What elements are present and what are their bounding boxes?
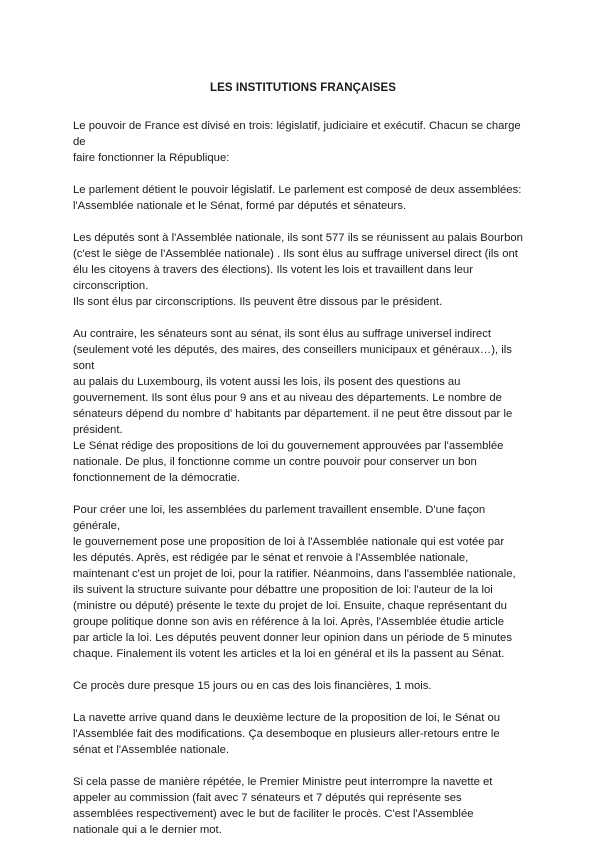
text-line: chaque. Finalement ils votent les articles et la loi en général et ils la passent au Sénat. xyxy=(73,648,505,660)
paragraph xyxy=(73,502,533,662)
text-line: sénat et l'Assemblée nationale. xyxy=(73,744,230,756)
text-line: gouvernement. Ils sont élus pour 9 ans et au niveau des départements. Le nombre de xyxy=(73,392,502,404)
text-line: maintenant c'est un projet de loi, pour la ratifier. Néanmoins, dans l'assemblée nationale, xyxy=(73,568,516,580)
text-line: élu les citoyens à travers des élections). Ils votent les lois et travaillent dans leur xyxy=(73,264,473,276)
text-line: Le parlement détient le pouvoir législatif. Le parlement est composé de deux assemblées: xyxy=(73,184,522,196)
paragraph xyxy=(73,774,533,838)
text-line: assemblées respectivement) avec le but de faciliter le procès. C'est l'Assemblée xyxy=(73,808,474,820)
paragraph xyxy=(73,182,533,214)
text-line: Le pouvoir de France est divisé en trois: législatif, judiciaire et exécutif. Chacun se charge de xyxy=(73,120,521,148)
text-line: sénateurs dépend du nombre d' habitants par département. il ne peut être dissout par le xyxy=(73,408,513,420)
text-line: Ils sont élus par circonscriptions. Ils peuvent être dissous par le président. xyxy=(73,296,443,308)
text-line: Le Sénat rédige des propositions de loi du gouvernement approuvées par l'assemblée xyxy=(73,440,504,452)
paragraph xyxy=(73,710,533,758)
text-line: le gouvernement pose une proposition de loi à l'Assemblée nationale qui est votée par xyxy=(73,536,505,548)
document-title: LES INSTITUTIONS FRANÇAISES xyxy=(209,82,397,94)
paragraph xyxy=(73,118,533,166)
text-line: circonscription. xyxy=(73,280,149,292)
text-line: appeler au commission (fait avec 7 sénateurs et 7 députés qui représente ses xyxy=(73,792,462,804)
text-line: Pour créer une loi, les assemblées du parlement travaillent ensemble. D'une façon générale, xyxy=(73,504,486,532)
paragraph xyxy=(73,678,533,694)
text-line: Si cela passe de manière répétée, le Premier Ministre peut interrompre la navette et xyxy=(73,776,493,788)
text-line: (seulement voté les députés, des maires, des conseillers municipaux et généraux…), ils sont xyxy=(73,344,512,372)
document-page xyxy=(73,80,533,854)
text-line: La navette arrive quand dans le deuxième lecture de la proposition de loi, le Sénat ou xyxy=(73,712,501,724)
text-line: les députés. Après, est rédigée par le sénat et renvoie à l'Assemblée nationale, xyxy=(73,552,469,564)
text-line: groupe politique donne son avis en référence à la loi. Après, l'Assemblée étudie article xyxy=(73,616,505,628)
text-line: (ministre ou député) présente le texte du projet de loi. Ensuite, chaque représentant du xyxy=(73,600,507,612)
text-line: l'Assemblée fait des modifications. Ça desemboque en plusieurs aller-retours entre le xyxy=(73,728,500,740)
text-line: ils suivent la structure suivante pour débattre une proposition de loi: l'auteur de la loi xyxy=(73,584,493,596)
text-line: fonctionnement de la démocratie. xyxy=(73,472,241,484)
paragraph xyxy=(73,230,533,310)
text-line: au palais du Luxembourg, ils votent aussi les lois, ils posent des questions au xyxy=(73,376,461,388)
text-line: l'Assemblée nationale et le Sénat, formé par députés et sénateurs. xyxy=(73,200,407,212)
text-line: Ce procès dure presque 15 jours ou en cas des lois financières, 1 mois. xyxy=(73,680,432,692)
text-line: nationale. De plus, il fonctionne comme un contre pouvoir pour conserver un bon xyxy=(73,456,477,468)
text-line: Les députés sont à l'Assemblée nationale, ils sont 577 ils se réunissent au palais Bourbon xyxy=(73,232,523,244)
text-line: faire fonctionner la République: xyxy=(73,152,230,164)
text-line: par article la loi. Les députés peuvent donner leur opinion dans un période de 5 minutes xyxy=(73,632,512,644)
text-line: Au contraire, les sénateurs sont au sénat, ils sont élus au suffrage universel indirect xyxy=(73,328,492,340)
text-line: président. xyxy=(73,424,123,436)
text-line: nationale qui a le dernier mot. xyxy=(73,824,222,836)
text-line: (c'est le siège de l'Assemblée nationale) . Ils sont élus au suffrage universel direct (ils ont xyxy=(73,248,518,260)
document-body xyxy=(73,118,533,838)
paragraph xyxy=(73,326,533,486)
